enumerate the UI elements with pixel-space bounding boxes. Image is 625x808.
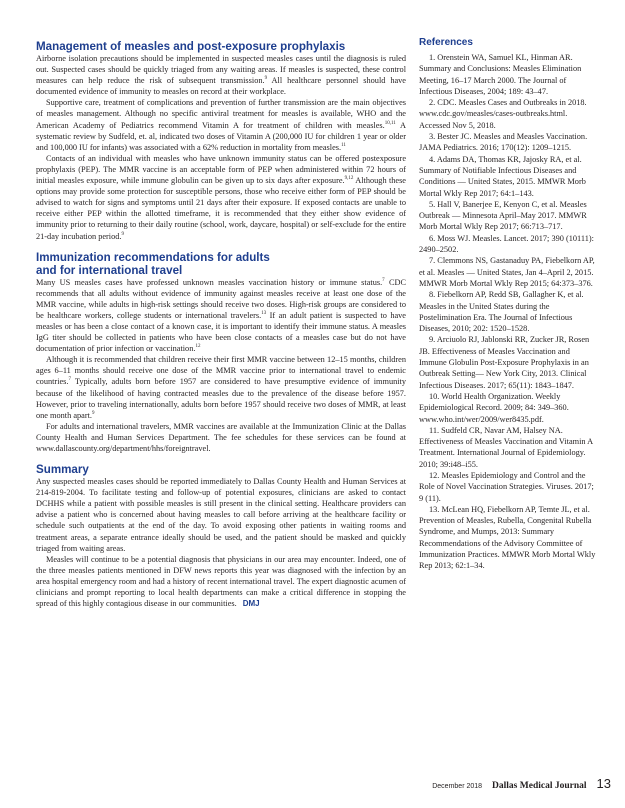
- management-paragraph-1: [36, 53, 406, 97]
- paragraph-text: Supportive care, treatment of complications and prevention of further transmission are the main objectives of measles management. Although no specific antiviral treatment for measles is available, WHO and the American Academy of Pediatrics recommend Vitamin A for treatment of children with measles.: [36, 98, 406, 130]
- management-paragraph-2: [36, 97, 406, 152]
- paragraph-text: A systematic review by Sudfeld, et. al, indicated two doses of Vitamin A (200,000 IU for children 1 year or older and 100,000 IU for infants) was associated with a 62% reduction in mortality from measles.: [36, 120, 407, 152]
- footer-journal-name: Dallas Medical Journal: [492, 781, 587, 791]
- reference-item: 1. Orenstein WA, Samuel KL, Hinman AR. Summary and Conclusions: Measles Elimination Meeting, 16–17 March 2000. The Journal of Infectious Diseases, 2004; 189: 43–47.: [419, 53, 582, 96]
- reference-item: 2. CDC. Measles Cases and Outbreaks in 2018. www.cdc.gov/measles/cases-outbreaks.html. Accessed Nov 5, 2018.: [419, 98, 587, 130]
- paragraph-text: If an adult patient is suspected to have measles or has been a close contact of a known case, it is important to identify their immune status. A measles IgG titer should be collected in patients who have been close contacts of a measles case but do not have documentation of prior infection or vaccination.: [36, 310, 406, 354]
- summary-paragraph-2: [36, 554, 406, 609]
- reference-item: 3. Bester JC. Measles and Measles Vaccination. JAMA Pediatrics. 2016; 170(12): 1209–1215.: [419, 132, 588, 153]
- reference-item: 7. Clemmons NS, Gastanaduy PA, Fiebelkorn AP, et al. Measles — United States, Jan 4–April 2, 2015. MMWR Morb Mortal Wkly Rep 2015; 64:373–376.: [419, 256, 595, 288]
- paragraph-text: Contacts of an individual with measles who have unknown immunity status can be offered postexposure prophylaxis (PEP). The MMR vaccine is an acceptable form of PEP when administered within 72 hours of initial measles exposure, while immune globulin can be given up to six days after exposure.: [36, 153, 406, 186]
- citation-marker: 10,11: [384, 120, 396, 126]
- reference-item: 12. Measles Epidemiology and Control and the Role of Novel Vaccination Strategies. Viruses. 2017; 9 (11).: [419, 470, 594, 503]
- references-column: [419, 37, 599, 572]
- heading-line: and for international travel: [36, 263, 183, 277]
- citation-marker: 9: [92, 410, 95, 416]
- paragraph-text: Many US measles cases have professed unknown measles vaccination history or immune status.: [36, 277, 383, 287]
- paragraph-text: CDC recommends that all adults without evidence of immunity against measles receive at least one dose of the MMR vaccine, while adults in high-risk settings should receive two doses. High-risk groups are considered to be healthcare workers, college students or international travelers.: [36, 277, 407, 320]
- immunization-paragraph-3: For adults and international travelers, MMR vaccines are available at the Immunization Clinic at the Dallas County Health and Human Services Department. The fee schedules for these services can be found at www.dallascounty.org/department/hhs/foreigntravel.: [36, 421, 406, 453]
- references-heading: References: [419, 37, 473, 48]
- reference-item: 5. Hall V, Banerjee E, Kenyon C, et al. Measles Outbreak — Minnesota April–May 2017. MMWR Morb Mortal Wkly Rep 2017; 66:713–717.: [419, 199, 587, 232]
- paragraph-text: Measles will continue to be a potential diagnosis that physicians in our area may encounter. Indeed, one of the three measles patients mentioned in DFW news reports this year was diagnosed with the infection by an area hospital emergency room and had a history of recent international travel. The expert diagnostic acumen of clinicians and prompt reporting to local health departments can make a critical difference in stopping the spread of this highly contagious disease in our communities.: [36, 554, 406, 609]
- reference-list: [419, 52, 599, 572]
- main-column: [36, 40, 406, 609]
- summary-paragraph-1: Any suspected measles cases should be reported immediately to Dallas County Health and Human Services at 214-819-2004. To facilitate testing and follow-up of potential exposures, clinicians are asked to contact DCHHS while a patient with possible measles is still present in the clinical setting. Healthcare providers can advise a patient who is concerned about having measles to call before arriving at the healthcare facility or schedule such outpatients at the end of the day. To avoid exposing other patients in waiting rooms and treatment areas, a separate entrance ideally should be used, and the patient should be masked and quickly triaged from waiting areas.: [36, 477, 406, 553]
- footer-date: December 2018: [432, 783, 483, 790]
- citation-marker: 13: [261, 310, 267, 316]
- heading-line: Immunization recommendations for adults: [36, 250, 270, 264]
- reference-item: 6. Moss WJ. Measles. Lancet. 2017; 390 (10111): 2490–2502.: [419, 233, 594, 255]
- page-footer: [432, 775, 611, 793]
- reference-item: 10. World Health Organization. Weekly Epidemiological Record. 2009; 84: 349–360. www.who.int/wer/2009/wer8435.pdf.: [419, 391, 569, 424]
- immunization-paragraph-1: [36, 277, 406, 355]
- management-heading: Management of measles and post-exposure prophylaxis: [36, 40, 346, 53]
- paragraph-text: Airborne isolation precautions should be implemented in suspected measles cases until the diagnosis is ruled out. Suspected cases should be quickly triaged from any waiting areas. If measles is suspected, these control measures can help reduce the risk of subsequent transmission.: [36, 54, 406, 86]
- immunization-paragraph-2: [36, 354, 406, 421]
- author-signature: DMJ: [242, 599, 260, 609]
- citation-marker: 7: [382, 277, 385, 283]
- citation-marker: 7: [68, 377, 71, 383]
- reference-item: 4. Adams DA, Thomas KR, Jajosky RA, et al. Summary of Notifiable Infectious Diseases and Conditions — United States, 2015. MMWR Morb Mortal Wkly Rep 2017; 64:1–143.: [419, 154, 586, 198]
- paragraph-text: All healthcare personnel should have documented evidence of immunity to measles on record at their workplace.: [36, 76, 406, 97]
- citation-marker: 9,12: [344, 176, 354, 182]
- paragraph-text: Although these options may provide some protection for susceptible persons, those who receive either form of PEP should be advised to watch for signs and symptoms until 21 days after their exposure. If exposed contacts are unable to receive either PEP within the allotted timeframe, it is recommended that they either show evidence of immunity prior to returning to their daily routine (school, work, daycare, hospital) or self-exclude for the entire 21-day incubation period.: [36, 176, 406, 241]
- summary-heading: Summary: [36, 463, 89, 477]
- citation-marker: 12: [195, 344, 201, 350]
- management-paragraph-3: [36, 153, 406, 242]
- reference-item: 13. McLean HQ, Fiebelkorn AP, Temte JL, et al. Prevention of Measles, Rubella, Congenital Rubella Syndrome, and Mumps, 2013: Summary Recommendations of the Advisory Committee of Immunization Practices. MMWR Morb Mortal Wkly Rep 2013; 62:1–34.: [419, 504, 596, 571]
- citation-marker: 9: [121, 231, 124, 237]
- reference-item: 8. Fiebelkorn AP, Redd SB, Gallagher K, et al. Measles in the United States during the Postelimination Era. The Journal of Infectious Diseases, 2010; 202: 1520–1528.: [419, 290, 584, 334]
- page-number: 13: [596, 776, 611, 791]
- reference-item: 11. Sudfeld CR, Navar AM, Halsey NA. Effectiveness of Measles Vaccination and Vitamin A Treatment. International Journal of Epidemiology. 2010; 39:i48–i55.: [419, 425, 593, 469]
- reference-item: 9. Arciuolo RJ, Jablonski RR, Zucker JR, Rosen JB. Effectiveness of Measles Vaccination and Immune Globulin Post-Exposure Prophylaxis in an Outbreak Setting— New York City, 2013. Clinical Infectious Diseases. 2017; 65(11): 1843–1847.: [419, 335, 590, 390]
- immunization-heading: [36, 251, 406, 277]
- citation-marker: 9: [264, 76, 268, 82]
- paragraph-text: Although it is recommended that children receive their first MMR vaccine between 12–15 months, children ages 6–11 months should receive one dose of the MMR vaccine prior to international travel to endemic countries.: [36, 355, 406, 387]
- citation-marker: 11: [341, 142, 346, 148]
- paragraph-text: Typically, adults born before 1957 are considered to have presumptive evidence of immunity because of the likelihood of having contracted measles due to the prevalence of the disease before 1957. However, prior to traveling internationally, adults born before 1957 should receive two doses of MMR, at least one month apart.: [36, 377, 406, 420]
